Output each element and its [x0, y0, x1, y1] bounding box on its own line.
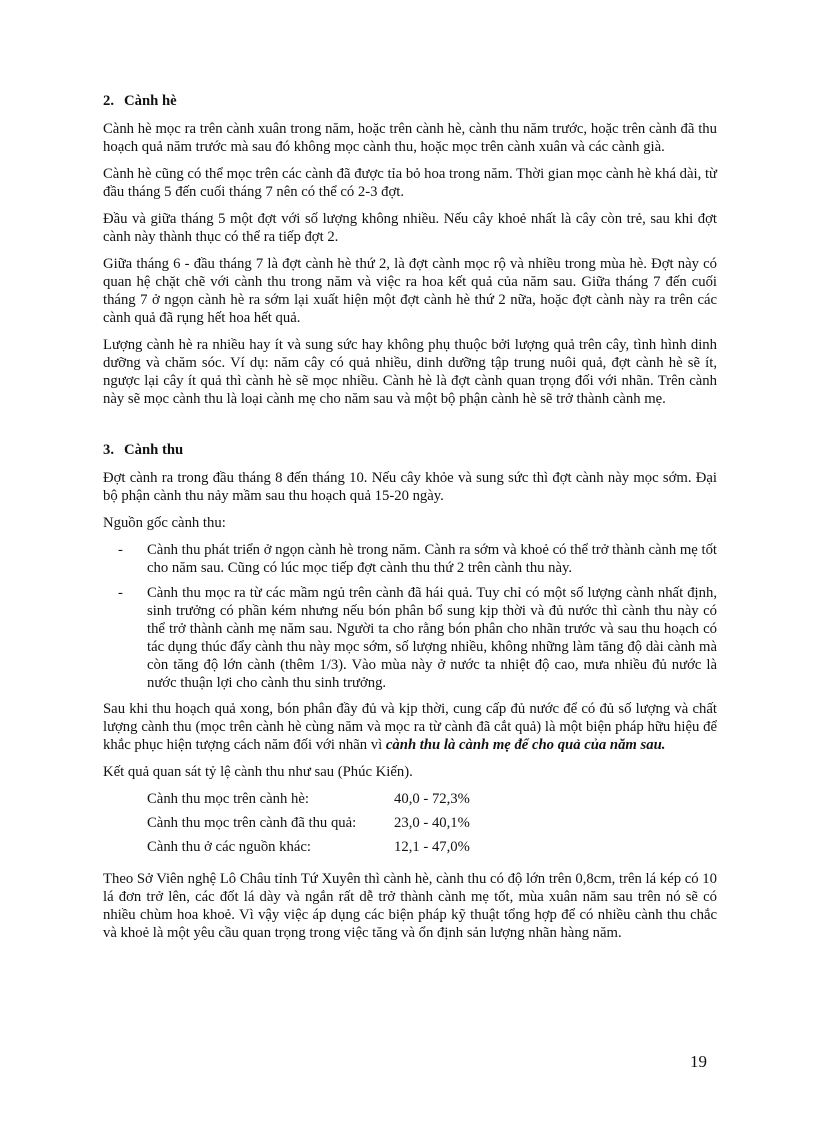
list-item-text: Cành thu mọc ra từ các mầm ngủ trên cành đã hái quả. Tuy chỉ có một số lượng cành nhất định, sinh trưởng có phần kém nhưng nếu bón phân bổ sung kịp thời và đủ nước thì cành thu này có thể trở thành cành mẹ năm sau. Người ta cho rằng bón phân cho nhãn trước và sau thu hoạch có tác dụng thúc đẩy cành thu này mọc sớm, số lượng nhiều, không những làm tăng độ dài cành mà còn tăng độ lớn cành (thêm 1/3). Vào mùa này ở nước ta nhiệt độ cao, mưa nhiều đủ nước là nước thuận lợi cho cành thu sinh trưởng.	[147, 585, 717, 691]
origin-list	[103, 541, 717, 692]
after-harvest-text: Sau khi thu hoạch quả xong, bón phân đầy đủ và kịp thời, cung cấp đủ nước để có đủ số lượng và chất lượng cành thu (mọc trên cành hè cùng năm và mọc ra từ cành đã cắt quả) là một biện pháp hữu hiệu để khắc phục hiện tượng cách năm đối với nhãn vì	[103, 701, 717, 753]
result-label: Cành thu mọc trên cành đã thu quả:	[147, 815, 357, 831]
result-value: 23,0 - 40,1%	[394, 815, 470, 831]
list-item	[103, 541, 717, 577]
origin-label: Nguồn gốc cành thu:	[103, 515, 226, 531]
section-3-title: Cành thu	[124, 442, 184, 458]
page-content	[103, 92, 717, 951]
list-dash: -	[118, 585, 123, 601]
result-value: 40,0 - 72,3%	[394, 791, 470, 807]
section-3-heading	[103, 441, 717, 459]
section-spacer	[103, 417, 717, 441]
closing-paragraph: Theo Sở Viên nghệ Lô Châu tỉnh Tứ Xuyên thì cành hè, cành thu có độ lớn trên 0,8cm, trên lá kép có 10 lá đơn trở lên, các đốt lá dày và ngắn rất dễ trở thành cành mẹ tốt, mùa xuân năm sau trên nó sẽ có nhiều chùm hoa khoẻ. Vì vậy việc áp dụng các biện pháp kỹ thuật tổng hợp để có nhiều cành thu chắc và khoẻ là một yêu cầu quan trọng trong việc tăng và ổn định sản lượng nhãn hàng năm.	[103, 871, 717, 941]
section-3-intro: Đợt cành ra trong đầu tháng 8 đến tháng 10. Nếu cây khỏe và sung sức thì đợt cành này mọc sớm. Đại bộ phận cành thu nảy mầm sau thu hoạch quả 15-20 ngày.	[103, 470, 717, 504]
section-2-title: Cành hè	[124, 93, 177, 109]
list-item	[103, 584, 717, 692]
table-row	[147, 814, 470, 838]
after-harvest-emphasis: cành thu là cành mẹ để cho quả của năm sau.	[385, 737, 666, 753]
section-3-number: 3.	[103, 442, 115, 458]
results-label: Kết quả quan sát tỷ lệ cành thu như sau (Phúc Kiến).	[103, 764, 413, 780]
table-row	[147, 790, 470, 814]
section-2-heading	[103, 92, 717, 110]
section-2-paragraph-4: Giữa tháng 6 - đầu tháng 7 là đợt cành hè thứ 2, là đợt cành mọc rộ và nhiều trong mùa hè. Đợt này có quan hệ chặt chẽ với cành thu trong năm và việc ra hoa kết quả của năm sau. Giữa tháng 7 đến cuối tháng 7 ở ngọn cành hè ra sớm lại xuất hiện một đợt cành hè thứ 2 nữa, hoặc đợt cành này ra trên các cành quả đã rụng hết hoa hết quả.	[103, 256, 717, 326]
section-2-paragraph-3: Đầu và giữa tháng 5 một đợt với số lượng không nhiều. Nếu cây khoẻ nhất là cây còn trẻ, sau khi đợt cành này thành thục có thể ra tiếp đợt 2.	[103, 211, 717, 245]
result-label: Cành thu ở các nguồn khác:	[147, 839, 311, 855]
section-2-number: 2.	[103, 93, 115, 109]
section-2-paragraph-5: Lượng cành hè ra nhiều hay ít và sung sức hay không phụ thuộc bởi lượng quả trên cây, tình hình dinh dưỡng và chăm sóc. Ví dụ: năm cây có quả nhiều, dinh dưỡng tập trung nuôi quả, đợt cành hè sẽ ít, ngược lại cây ít quả thì cành hè sẽ mọc nhiều. Cành hè là đợt cành quan trọng đối với nhãn. Trên cành này sẽ mọc cành thu là loại cành mẹ cho năm sau và một bộ phận cành hè sẽ trở thành cành mẹ.	[103, 337, 717, 407]
section-2-paragraph-2: Cành hè cũng có thể mọc trên các cành đã được tỉa bỏ hoa trong năm. Thời gian mọc cành hè khá dài, từ đầu tháng 5 đến cuối tháng 7 nên có thể có 2-3 đợt.	[103, 166, 717, 200]
list-dash: -	[118, 542, 123, 558]
results-table	[147, 790, 470, 862]
result-value: 12,1 - 47,0%	[394, 839, 470, 855]
table-row	[147, 838, 470, 862]
list-item-text: Cành thu phát triển ở ngọn cành hè trong năm. Cành ra sớm và khoẻ có thể trở thành cành mẹ tốt cho năm sau. Cũng có lúc mọc tiếp đợt cành thu thứ 2 trên cành thu này.	[147, 542, 717, 576]
section-2-paragraph-1: Cành hè mọc ra trên cành xuân trong năm, hoặc trên cành hè, cành thu năm trước, hoặc trên cành đã thu hoạch quả năm trước mà sau đó không mọc cành thu, hoặc mọc trên cành xuân và các cành già.	[103, 121, 717, 155]
result-label: Cành thu mọc trên cành hè:	[147, 791, 309, 807]
page-number: 19	[690, 1052, 707, 1071]
after-harvest-paragraph	[103, 700, 717, 754]
